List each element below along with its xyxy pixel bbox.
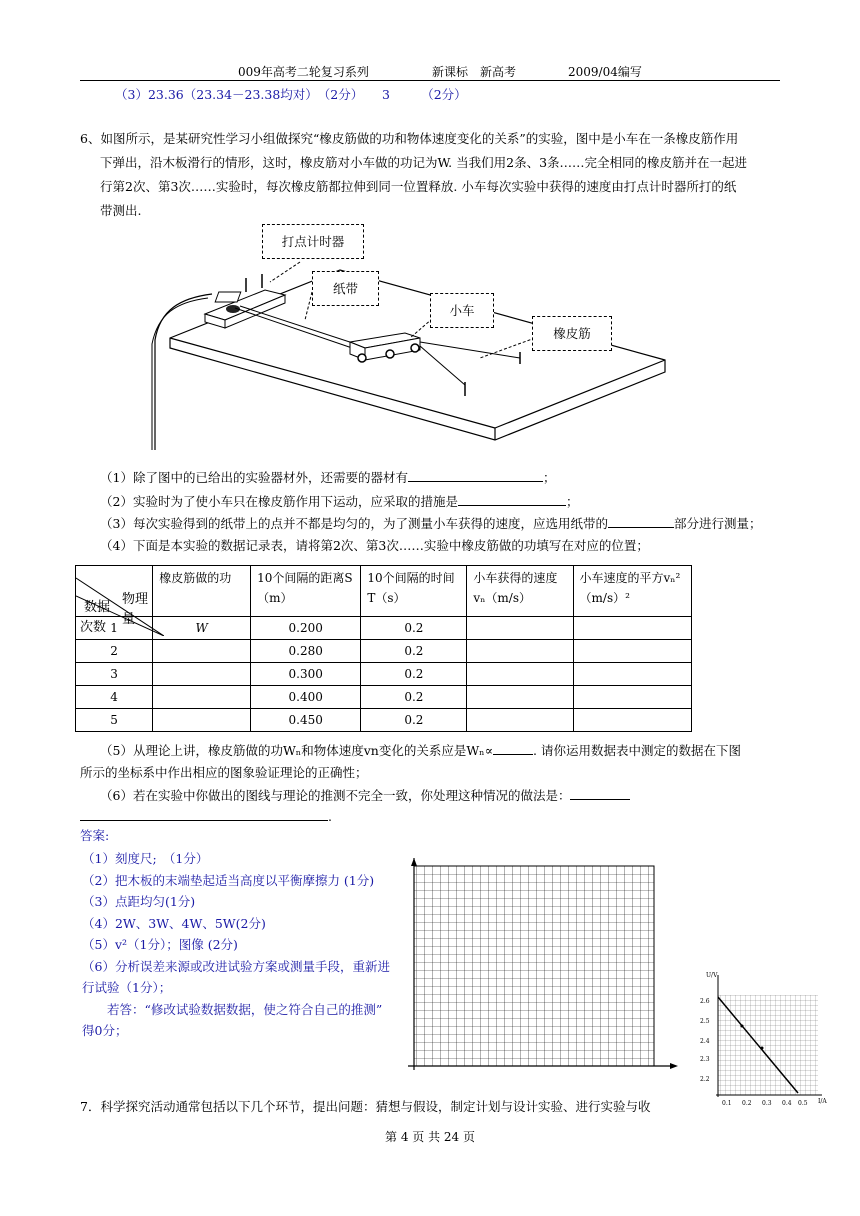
answer-title: 答案: <box>80 828 110 843</box>
x-tick: 0.5 <box>798 1100 808 1107</box>
answer-line: （6）分析误差来源或改进试验方案或测量手段，重新进 <box>82 958 390 974</box>
header-distance: 10个间隔的距离S（m） <box>251 566 361 617</box>
answer-line: （1）刻度尺; （1分） <box>82 851 209 866</box>
intro-line: 6、如图所示，是某研究性学习小组做探究“橡皮筋做的功和物体速度变化的关系”的实验，图中是小车在一条橡皮筋作用 <box>80 131 739 146</box>
sub-question-5-cont: 所示的坐标系中作出相应的图象验证理论的正确性； <box>80 765 368 780</box>
x-tick: 0.4 <box>782 1100 792 1107</box>
previous-answer: （3）23.36（23.34－23.38均对） （2分） 3 （2分） <box>115 87 467 102</box>
small-graph <box>690 965 830 1115</box>
x-tick: 0.1 <box>722 1100 732 1107</box>
sub-question-4: （4）下面是本实验的数据记录表，请将第2次、第3次……实验中橡皮筋做的功填写在对应的位置； <box>100 538 649 553</box>
answer-block <box>82 848 407 1042</box>
y-tick: 2.3 <box>700 1056 710 1063</box>
sub-question-1: （1）除了图中的已给出的实验器材外，还需要的器材有 ； <box>100 470 556 485</box>
answer-line: （3）点距均匀(1分) <box>82 894 196 909</box>
label-cart: 小车 <box>430 293 494 328</box>
answer-line: 得0分； <box>82 1023 128 1038</box>
answer-line: 若答：“修改试验数据数据，使之符合自己的推测” <box>82 1001 383 1017</box>
sub-question-2: （2）实验时为了使小车只在橡皮筋作用下运动，应采取的措施是 ； <box>100 494 579 509</box>
intro-line: 下弹出，沿木板滑行的情形，这时，橡皮筋对小车做的功记为W. 当我们用2条、3条……完全相同的橡皮筋并在一起进 <box>100 155 748 170</box>
x-tick: 0.2 <box>742 1100 752 1107</box>
answer-line: 行试验（1分）； <box>82 980 172 995</box>
intro-line: 带测出. <box>100 203 142 218</box>
label-rubber-band: 橡皮筋 <box>532 316 612 351</box>
intro-line: 行第2次、第3次……实验时，每次橡皮筋都拉伸到同一位置释放. 小车每次实验中获得的速度由打点计时器所打的纸 <box>100 179 737 194</box>
data-table <box>75 565 692 732</box>
y-tick: 2.4 <box>700 1038 710 1045</box>
table-row: 3 0.300 0.2 <box>76 663 692 686</box>
table-row: 2 0.280 0.2 <box>76 640 692 663</box>
sub-question-6: （6）若在实验中你做出的图线与理论的推测不完全一致，你处理这种情况的做法是： <box>100 785 800 807</box>
header-course: 新课标 新高考 <box>432 65 517 79</box>
y-tick: 2.6 <box>700 998 710 1005</box>
table-corner-cell: 物理量 数据 次数 <box>76 566 153 617</box>
label-timer: 打点计时器 <box>262 224 364 259</box>
table-row: 5 0.450 0.2 <box>76 709 692 732</box>
answer-line: （5）v²（1分）；图像 (2分) <box>82 937 238 952</box>
page-header <box>80 62 780 81</box>
header-date: 2009/04编写 <box>568 65 642 79</box>
coordinate-grid <box>408 858 678 1080</box>
answer-line: （2）把木板的末端垫起适当高度以平衡摩擦力 (1分) <box>82 872 375 888</box>
small-graph-xlabel: I/A <box>818 1098 827 1105</box>
y-tick: 2.2 <box>700 1076 710 1083</box>
label-tape: 纸带 <box>312 271 379 306</box>
header-time: 10个间隔的时间T（s） <box>361 566 467 617</box>
answer-line: （4）2W、3W、4W、5W(2分) <box>82 915 266 931</box>
header-velocity-squared: 小车速度的平方vₙ²（m/s）² <box>573 566 691 617</box>
sub-question-3: （3）每次实验得到的纸带上的点并不都是均匀的，为了测量小车获得的速度，应选用纸带的 部分进行测量； <box>100 516 762 531</box>
x-tick: 0.3 <box>762 1100 772 1107</box>
header-work: 橡皮筋做的功 <box>153 566 251 617</box>
header-velocity: 小车获得的速度vₙ（m/s） <box>467 566 573 617</box>
header-series: 009年高考二轮复习系列 <box>238 65 369 79</box>
table-row: 4 0.400 0.2 <box>76 686 692 709</box>
sub-question-6-cont: . <box>80 806 780 828</box>
table-header-row <box>76 566 692 617</box>
table-row: 1 W 0.200 0.2 <box>76 617 692 640</box>
question7: 7．科学探究活动通常包括以下几个环节，提出问题：猜想与假设，制定计划与设计实验、进行实验与收 <box>80 1099 651 1114</box>
page-footer: 第 4 页 共 24 页 <box>385 1130 475 1144</box>
sub-question-5: （5）从理论上讲，橡皮筋做的功Wₙ和物体速度vn变化的关系应是Wₙ∝ . 请你运用数据表中测定的数据在下图 <box>100 743 741 758</box>
y-tick: 2.5 <box>700 1018 710 1025</box>
small-graph-ylabel: U/V <box>706 972 718 979</box>
